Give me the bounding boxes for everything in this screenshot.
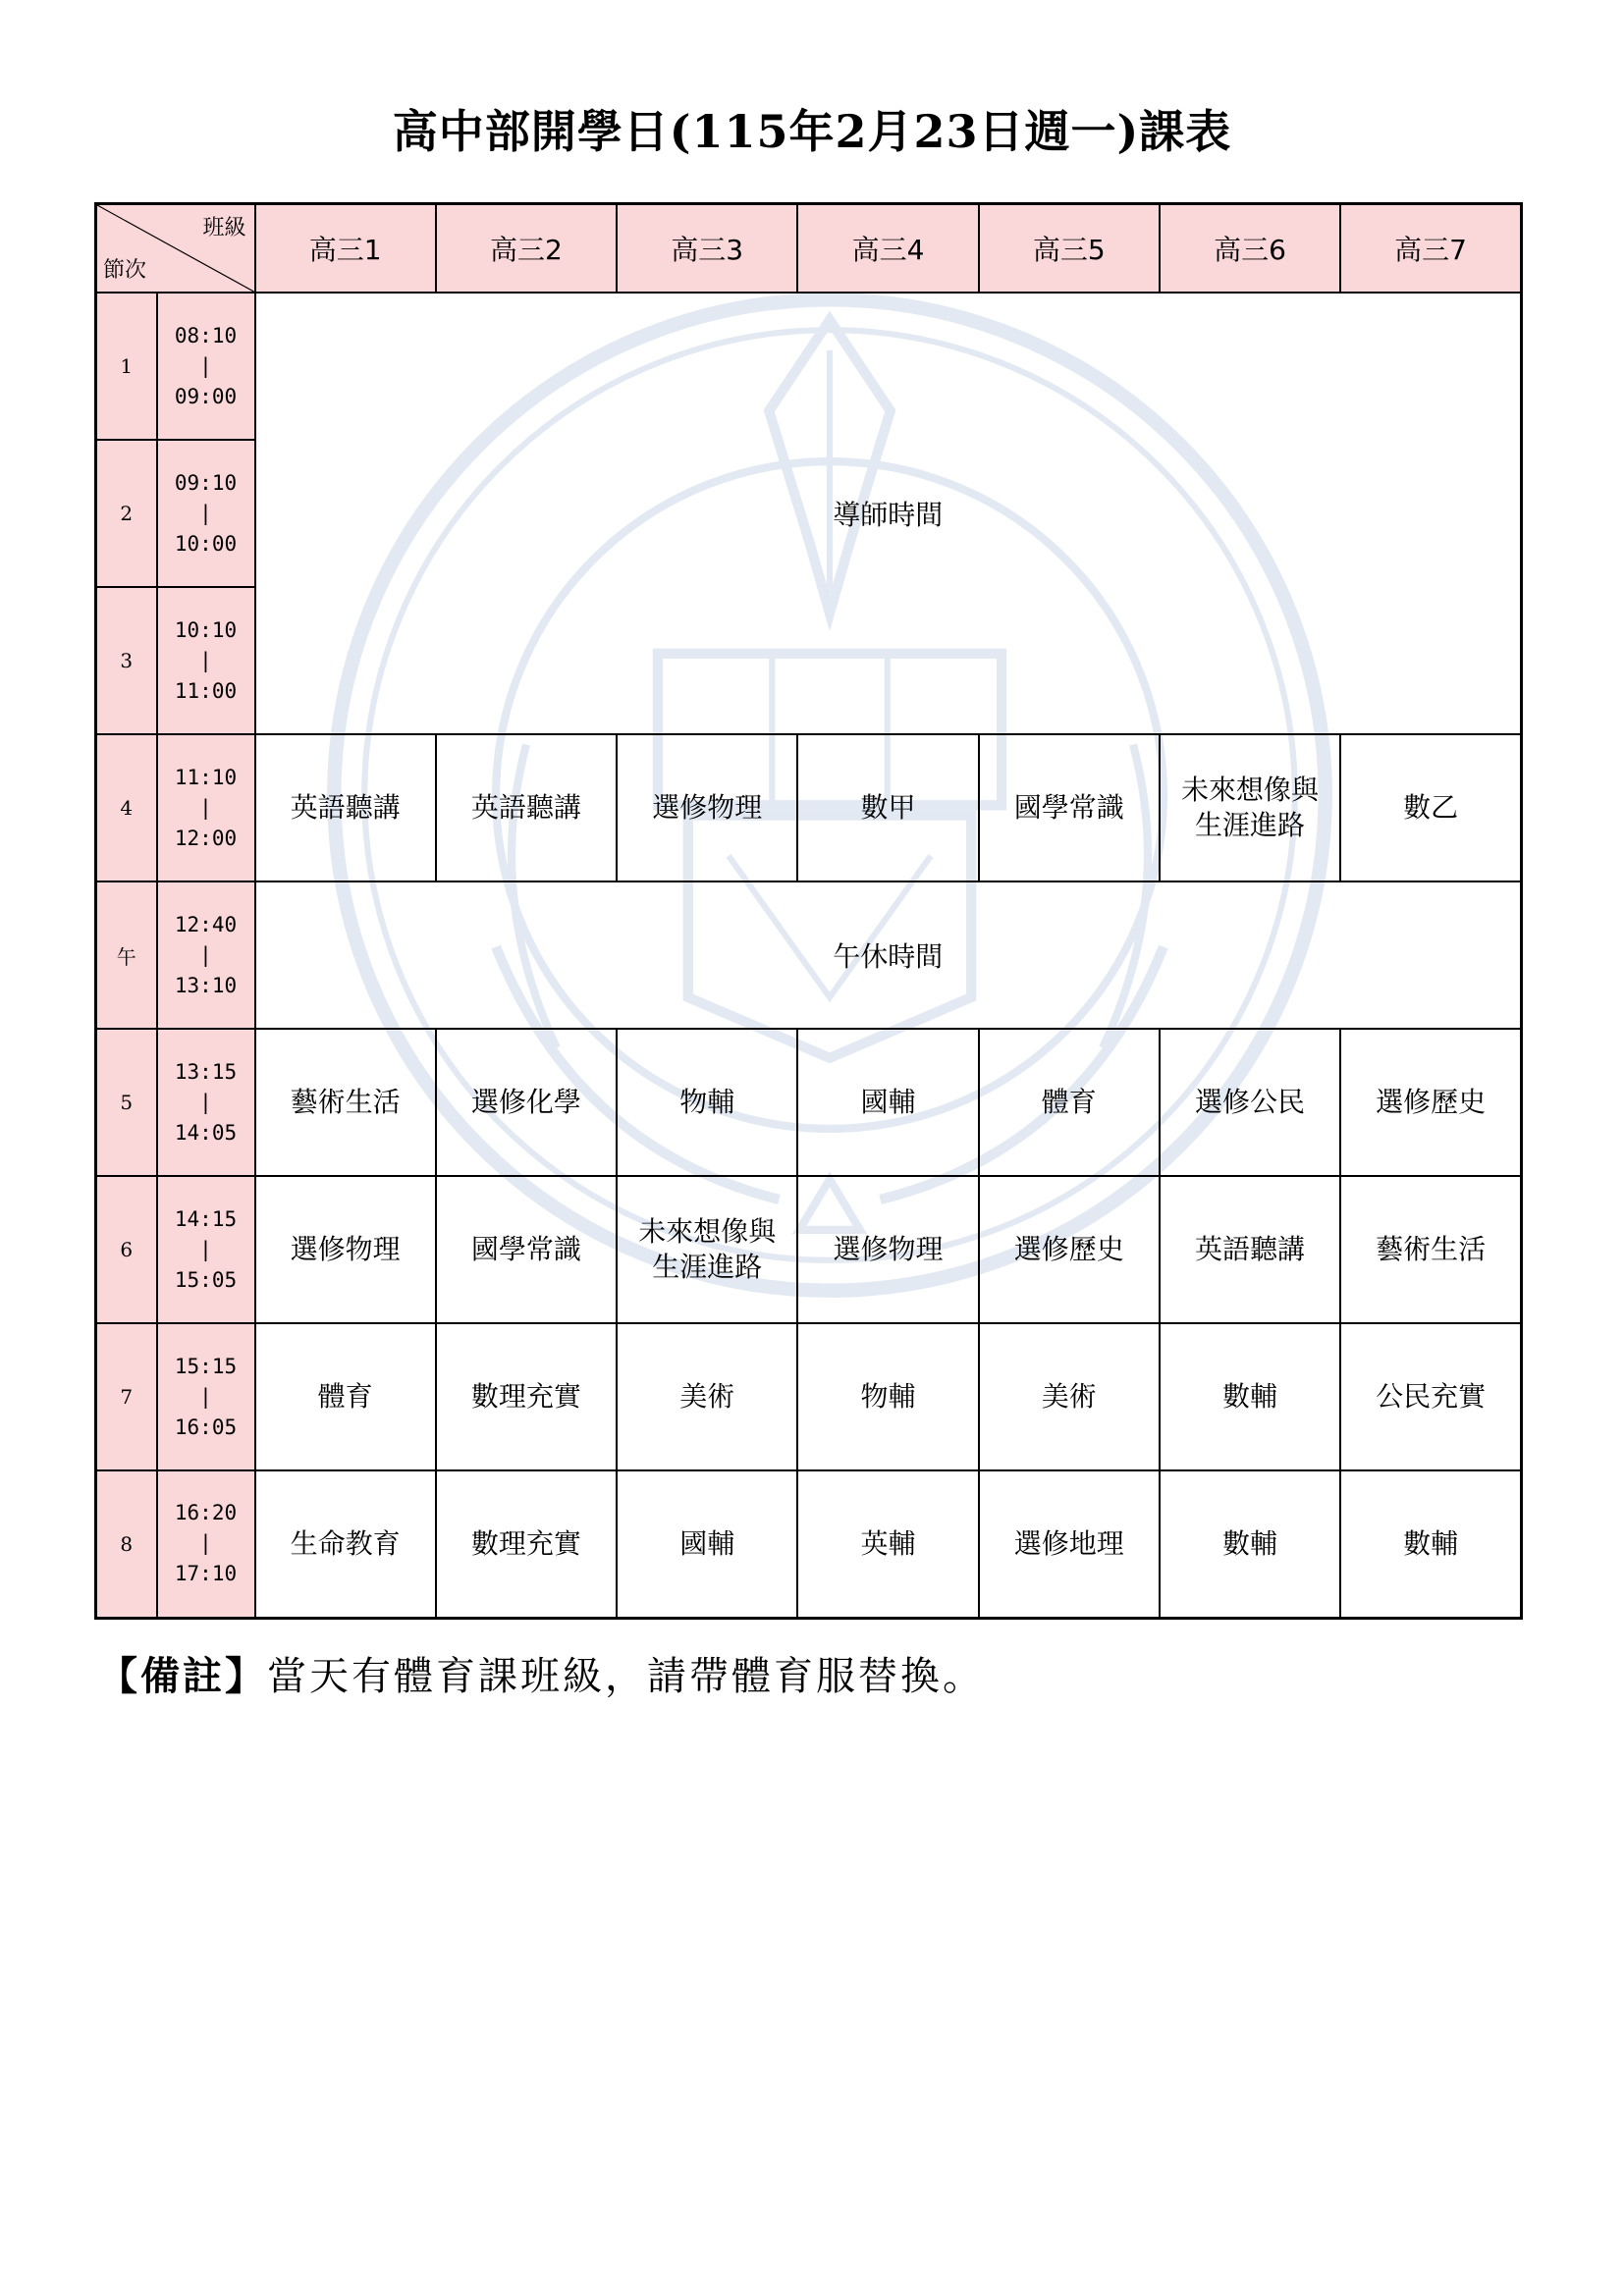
period-time: 16:20 | 17:10 [157,1470,255,1618]
subject-cell: 物輔 [797,1323,978,1470]
period-number: 8 [96,1470,157,1618]
subject-cell: 公民充實 [1340,1323,1521,1470]
table-row [96,1029,1522,1176]
table-row [96,1176,1522,1323]
period-time: 13:15 | 14:05 [157,1029,255,1176]
period-number: 2 [96,440,157,587]
subject-cell: 選修歷史 [1340,1029,1521,1176]
subject-cell: 國輔 [797,1029,978,1176]
remark-text: 當天有體育課班級，請帶體育服替換。 [267,1654,985,1699]
subject-cell: 物輔 [617,1029,797,1176]
subject-cell: 美術 [979,1323,1160,1470]
period-number: 6 [96,1176,157,1323]
subject-cell: 生命教育 [255,1470,436,1618]
subject-cell: 選修公民 [1160,1029,1340,1176]
subject-cell: 國學常識 [436,1176,617,1323]
subject-cell: 選修歷史 [979,1176,1160,1323]
table-row [96,881,1522,1029]
subject-cell: 未來想像與 生涯進路 [1160,734,1340,881]
period-time: 08:10 | 09:00 [157,293,255,440]
class-header: 高三7 [1340,204,1521,294]
period-time: 14:15 | 15:05 [157,1176,255,1323]
subject-cell: 美術 [617,1323,797,1470]
subject-cell: 選修物理 [255,1176,436,1323]
subject-cell: 藝術生活 [255,1029,436,1176]
corner-period-label: 節次 [103,258,147,283]
class-header: 高三3 [617,204,797,294]
subject-cell: 選修地理 [979,1470,1160,1618]
period-time: 12:40 | 13:10 [157,881,255,1029]
period-time: 09:10 | 10:00 [157,440,255,587]
class-header: 高三4 [797,204,978,294]
period-time: 11:10 | 12:00 [157,734,255,881]
table-row [96,293,1522,440]
table-row [96,1323,1522,1470]
subject-cell: 國學常識 [979,734,1160,881]
corner-class-label: 班級 [202,216,246,240]
subject-cell: 國輔 [617,1470,797,1618]
table-row [96,1470,1522,1618]
subject-cell: 英輔 [797,1470,978,1618]
subject-cell: 體育 [979,1029,1160,1176]
subject-cell: 數輔 [1340,1470,1521,1618]
remark-note [98,1645,985,1701]
subject-cell: 體育 [255,1323,436,1470]
homeroom-cell: 導師時間 [255,293,1522,734]
subject-cell: 選修物理 [617,734,797,881]
period-time: 15:15 | 16:05 [157,1323,255,1470]
period-number: 3 [96,587,157,734]
subject-cell: 選修化學 [436,1029,617,1176]
subject-cell: 選修物理 [797,1176,978,1323]
subject-cell: 英語聽講 [1160,1176,1340,1323]
table-row [96,734,1522,881]
subject-cell: 英語聽講 [255,734,436,881]
class-header: 高三6 [1160,204,1340,294]
schedule-table [94,202,1523,1620]
period-number: 5 [96,1029,157,1176]
lunch-cell: 午休時間 [255,881,1522,1029]
subject-cell: 數理充實 [436,1470,617,1618]
period-number: 午 [96,881,157,1029]
subject-cell: 藝術生活 [1340,1176,1521,1323]
subject-cell: 英語聽講 [436,734,617,881]
subject-cell: 數輔 [1160,1323,1340,1470]
period-number: 4 [96,734,157,881]
corner-cell [96,204,255,294]
period-number: 7 [96,1323,157,1470]
class-header: 高三1 [255,204,436,294]
subject-cell: 數輔 [1160,1470,1340,1618]
period-number: 1 [96,293,157,440]
subject-cell: 數甲 [797,734,978,881]
class-header: 高三5 [979,204,1160,294]
subject-cell: 未來想像與 生涯進路 [617,1176,797,1323]
remark-label: 【備註】 [98,1653,267,1699]
class-header: 高三2 [436,204,617,294]
period-time: 10:10 | 11:00 [157,587,255,734]
header-row [96,204,1522,294]
subject-cell: 數理充實 [436,1323,617,1470]
page-title: 高中部開學日(115年2月23日週一)課表 [392,105,1232,158]
subject-cell: 數乙 [1340,734,1521,881]
